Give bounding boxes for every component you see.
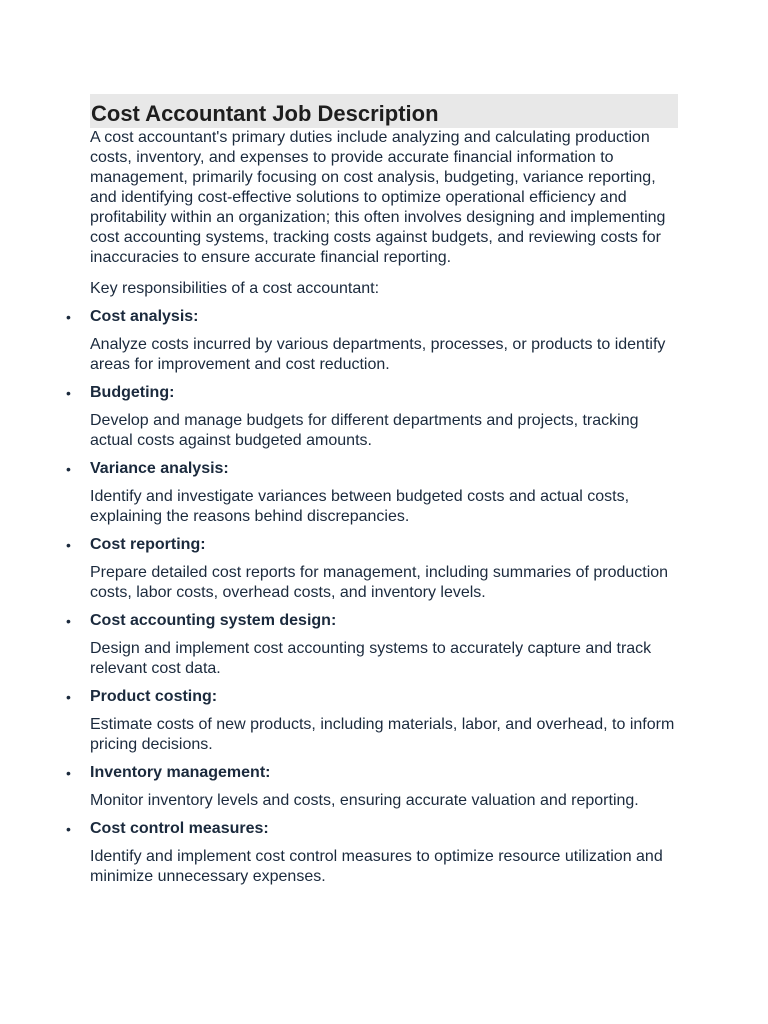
bullet-icon: • (66, 461, 71, 477)
list-item (66, 383, 680, 451)
responsibility-description: Identify and implement cost control measures to optimize resource utilization and minimize unnecessary expenses. (90, 848, 663, 885)
bullet-icon: • (66, 613, 71, 629)
responsibility-heading: Cost analysis: (90, 308, 199, 325)
responsibility-heading: Product costing: (90, 688, 218, 705)
intro-paragraph: A cost accountant's primary duties include analyzing and calculating production costs, inventory, and expenses to provide accurate financial information to management, primarily focusing on cost analysis, budgeting, variance reporting, and identifying cost-effective solutions to optimize operational efficiency and profitability within an organization; this often involves designing and implementing cost accounting systems, tracking costs against budgets, and reviewing costs for inaccuracies to ensure accurate financial reporting. (90, 129, 666, 266)
list-item (66, 611, 680, 679)
list-item (66, 459, 680, 527)
list-item (66, 763, 680, 811)
responsibility-description: Monitor inventory levels and costs, ensuring accurate valuation and reporting. (90, 792, 639, 809)
responsibility-heading: Variance analysis: (90, 460, 229, 477)
list-item (66, 535, 680, 603)
bullet-icon: • (66, 537, 71, 553)
responsibility-description: Estimate costs of new products, including materials, labor, and overhead, to inform pricing decisions. (90, 716, 675, 753)
responsibilities-list (66, 307, 680, 887)
bullet-icon: • (66, 309, 71, 325)
responsibility-heading: Cost accounting system design: (90, 612, 337, 629)
document-body (66, 128, 680, 887)
responsibility-heading: Cost reporting: (90, 536, 206, 553)
responsibility-description: Analyze costs incurred by various departments, processes, or products to identify areas for improvement and cost reduction. (90, 336, 666, 373)
list-item (66, 307, 680, 375)
responsibility-description: Develop and manage budgets for different departments and projects, tracking actual costs against budgeted amounts. (90, 412, 639, 449)
bullet-icon: • (66, 689, 71, 705)
responsibility-description: Design and implement cost accounting systems to accurately capture and track relevant cost data. (90, 640, 652, 677)
responsibility-description: Prepare detailed cost reports for management, including summaries of production costs, labor costs, overhead costs, and inventory levels. (90, 564, 669, 601)
list-item (66, 819, 680, 887)
page-title: Cost Accountant Job Description (91, 101, 439, 126)
key-responsibilities-heading: Key responsibilities of a cost accountant: (90, 280, 380, 297)
list-item (66, 687, 680, 755)
bullet-icon: • (66, 765, 71, 781)
responsibility-description: Identify and investigate variances between budgeted costs and actual costs, explaining the reasons behind discrepancies. (90, 488, 630, 525)
responsibility-heading: Cost control measures: (90, 820, 269, 837)
bullet-icon: • (66, 385, 71, 401)
responsibility-heading: Inventory management: (90, 764, 271, 781)
responsibility-heading: Budgeting: (90, 384, 175, 401)
bullet-icon: • (66, 821, 71, 837)
